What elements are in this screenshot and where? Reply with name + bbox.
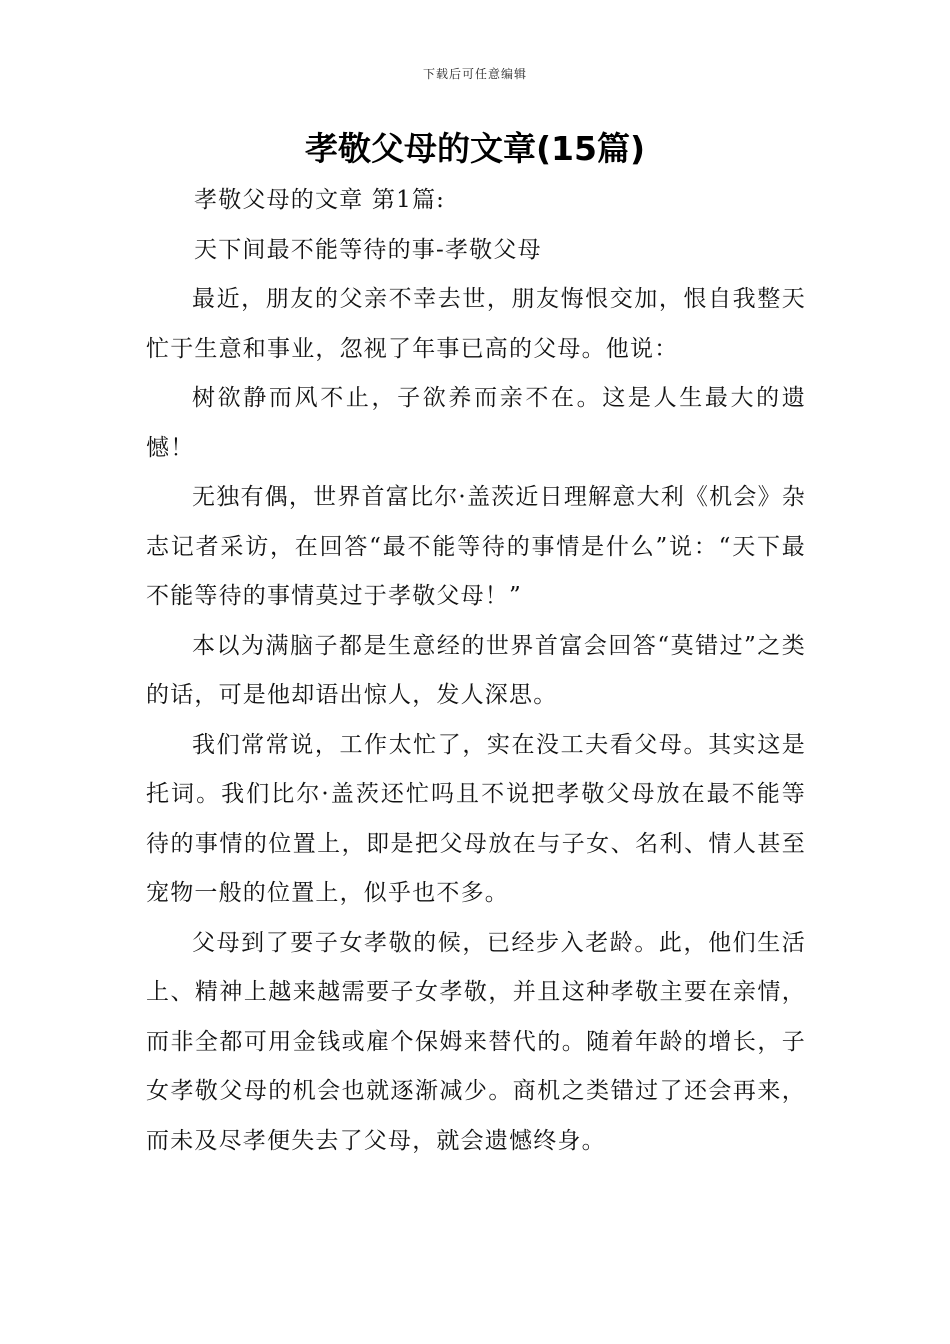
section-heading: 天下间最不能等待的事-孝敬父母 <box>194 236 542 263</box>
paragraph: 我们常常说，工作太忙了，实在没工夫看父母。其实这是托词。我们比尔·盖茨还忙吗且不说把孝敬父母放在最不能等待的事情的位置上，即是把父母放在与子女、名利、情人甚至宠物一般的位置上，似乎也不多。 <box>146 731 806 906</box>
paragraph: 最近，朋友的父亲不幸去世，朋友悔恨交加，恨自我整天忙于生意和事业，忽视了年事已高的父母。他说： <box>146 286 806 362</box>
paragraph: 树欲静而风不止，子欲养而亲不在。这是人生最大的遗憾！ <box>146 385 806 461</box>
paragraph: 本以为满脑子都是生意经的世界首富会回答“莫错过”之类的话，可是他却语出惊人，发人深思。 <box>146 632 806 708</box>
header-note: 下载后可任意编辑 <box>422 67 527 81</box>
document-title: 孝敬父母的文章(15篇) <box>304 129 646 168</box>
paragraph: 无独有偶，世界首富比尔·盖茨近日理解意大利《机会》杂志记者采访，在回答“最不能等待的事情是什么”说：“天下最不能等待的事情莫过于孝敬父母！” <box>146 484 806 609</box>
article-subtitle: 孝敬父母的文章 第1篇: <box>194 187 446 213</box>
document-body <box>146 176 806 1166</box>
paragraph: 父母到了要子女孝敬的候，已经步入老龄。此，他们生活上、精神上越来越需要子女孝敬，并且这种孝敬主要在亲情，而非全都可用金钱或雇个保姆来替代的。随着年龄的增长，子女孝敬父母的机会也就逐渐减少。商机之类错过了还会再来，而未及尽孝便失去了父母，就会遗憾终身。 <box>146 929 806 1154</box>
